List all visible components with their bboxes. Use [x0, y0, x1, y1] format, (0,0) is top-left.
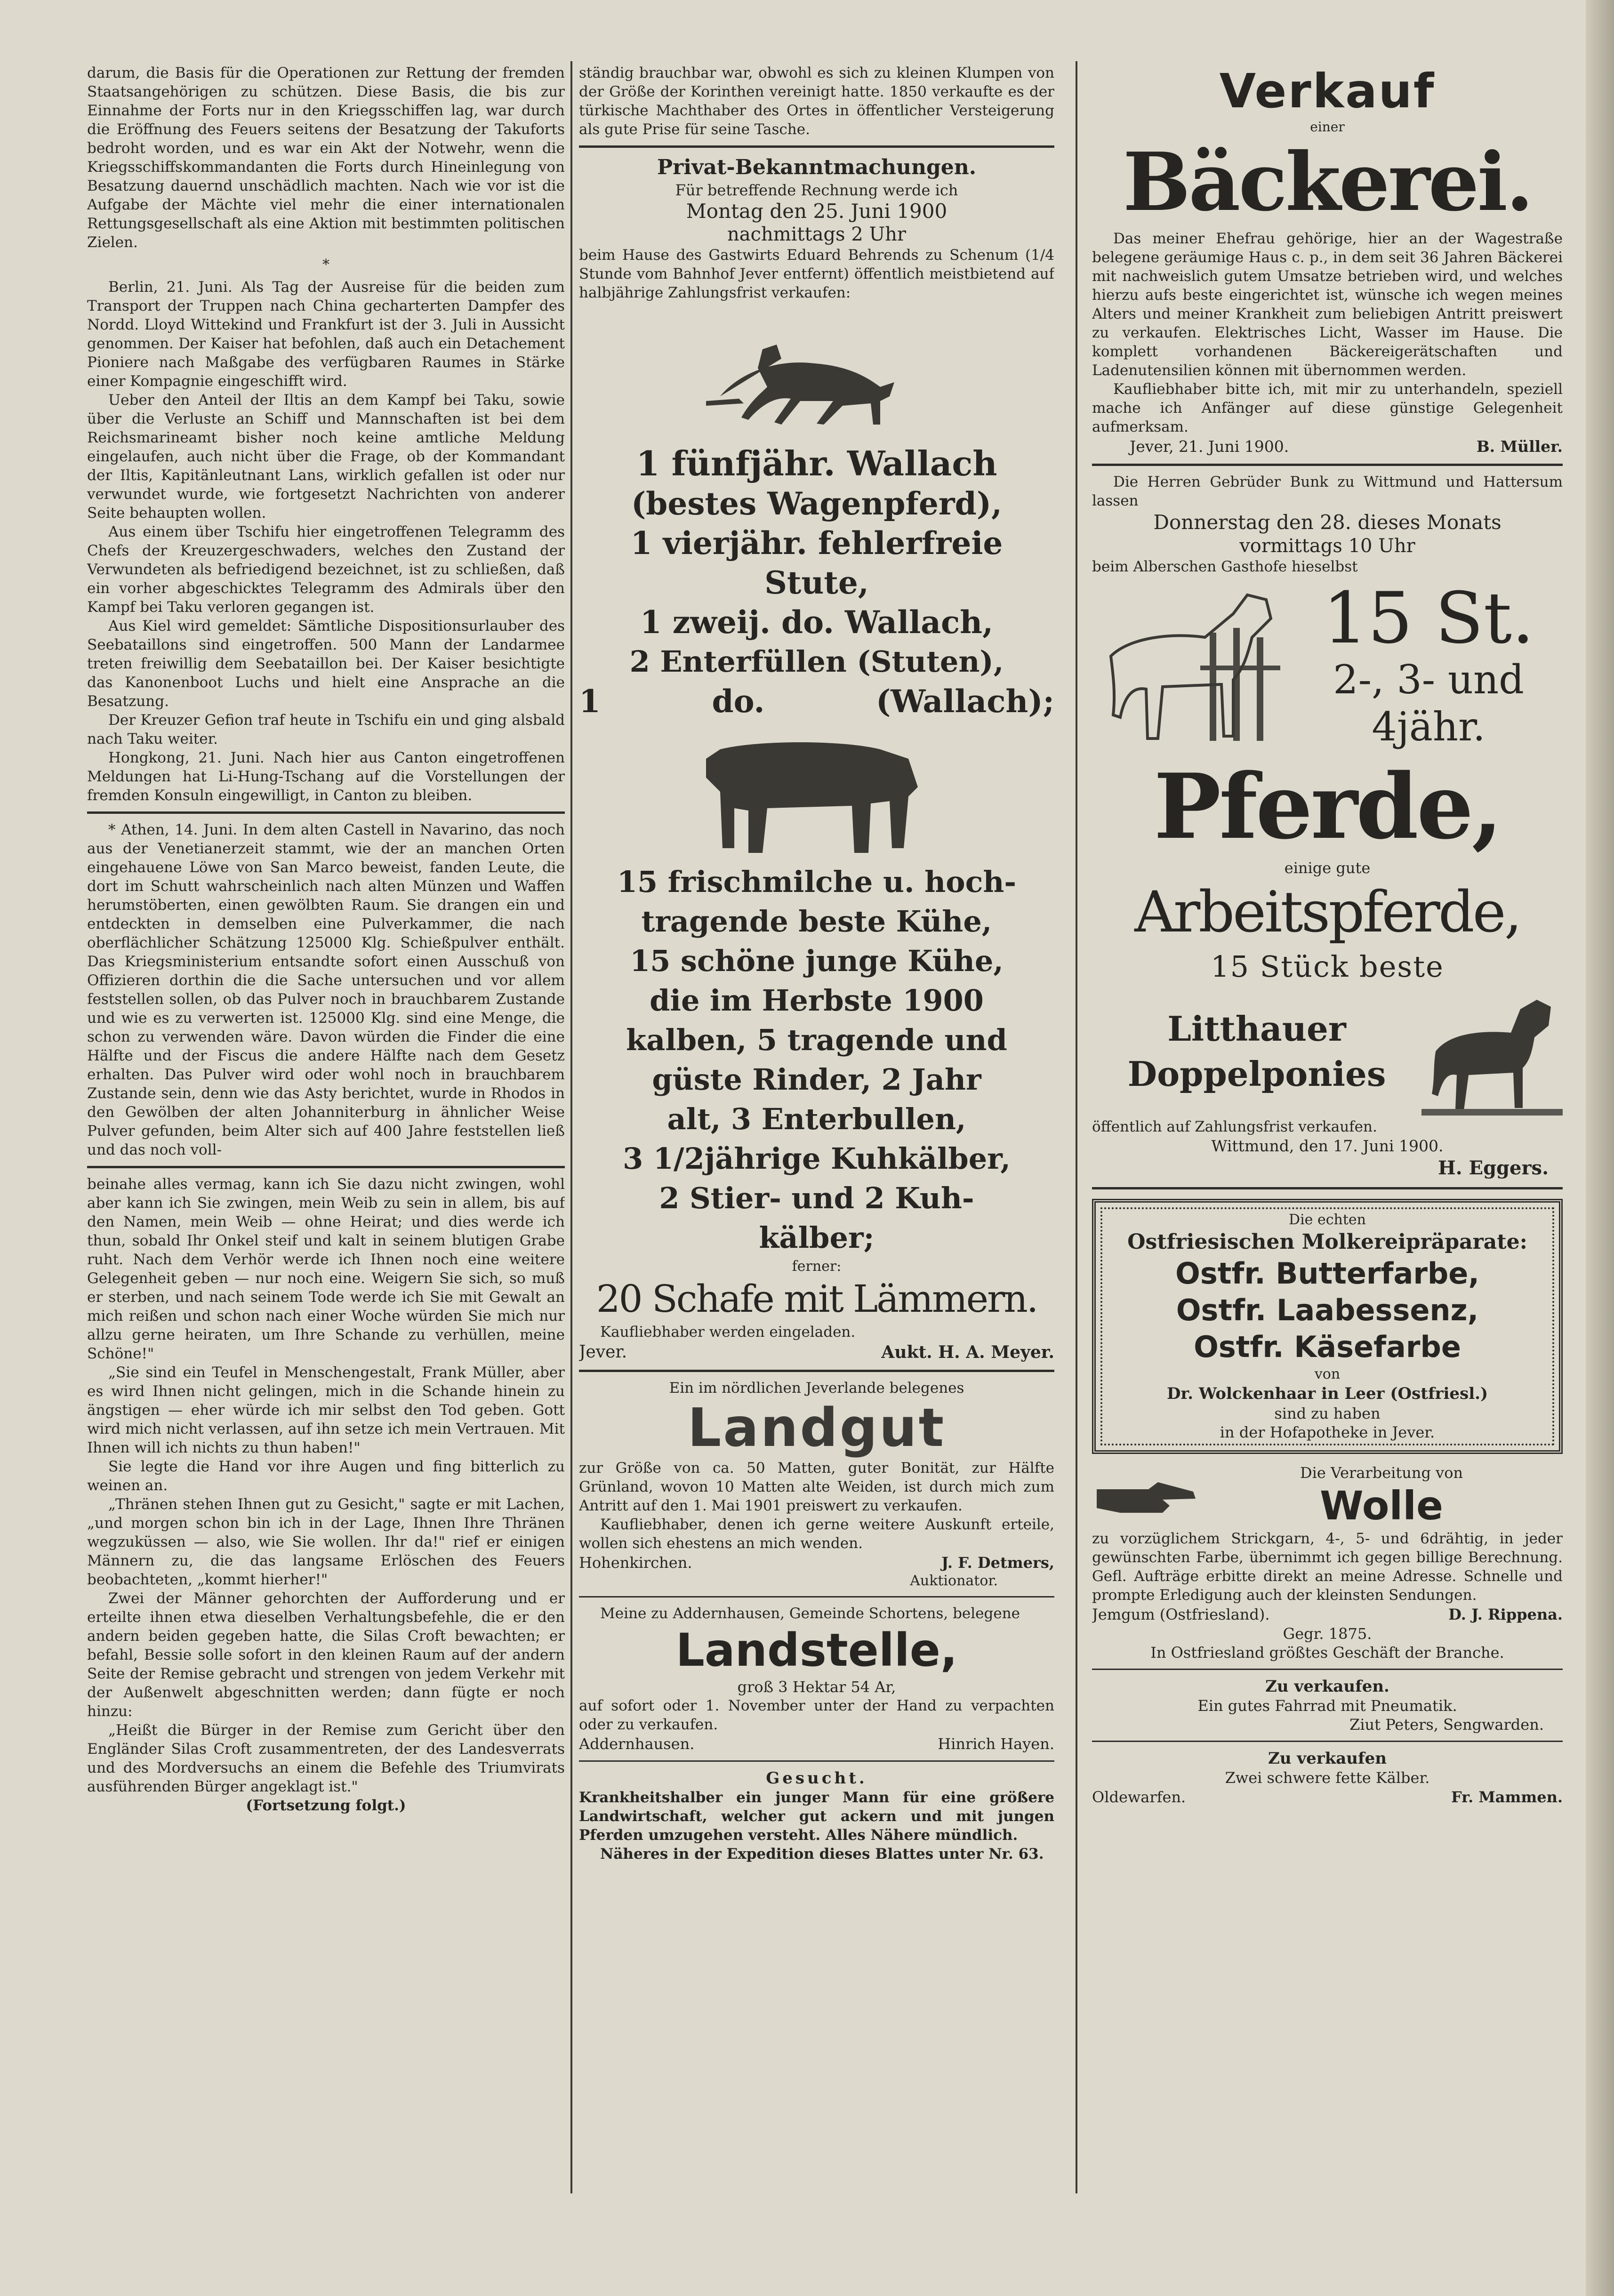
landstelle-ad: [579, 1604, 1054, 1754]
story-paragraph: „Sie sind ein Teufel in Menschengestalt, Frank Müller, aber es wird Ihnen nicht gelingen, mich in die Schande hinein zu ängstigen — eher würde ich mir selbst den Tod geben. Gott wird mich nicht verlassen, auf ihn setze ich mein Vertrauen. Mit Ihnen will ich nichts zu thun haben!": [87, 1364, 565, 1456]
count-line: 2-, 3- und: [1333, 657, 1524, 703]
ad-line: Ostfriesischen Molkereipräparate:: [1127, 1230, 1527, 1254]
lot-line: tragende beste Kühe,: [641, 904, 992, 939]
dairy-products-ad: [1092, 1199, 1563, 1454]
ad-place: Ziut Peters, Sengwarden.: [1349, 1716, 1544, 1734]
ad-body: zur Größe von ca. 50 Matten, guter Bonität, zur Hälfte Grünland, wovon 10 Matten alte Weiden, ist durch mich zum Antritt auf den 1. Mai 1901 preiswert zu verkaufen.: [579, 1460, 1054, 1514]
ad-body: Näheres in der Expedition dieses Blattes unter Nr. 63.: [600, 1846, 1044, 1862]
ad-line: einer: [1310, 119, 1345, 135]
continuation-note: (Fortsetzung folgt.): [246, 1797, 406, 1814]
news-paragraph: * Athen, 14. Juni. In dem alten Castell in Navarino, das noch aus der Venetianerzeit stammt, wie der an manchen Orten eingehauene Löwe von San Marco beweist, fanden Leute, die dort im Schutt wahrscheinlich nach alten Münzen und Waffen herumstöberten, einen gewölbten Raum. Sie drangen ein und entdeckten in demselben eine Pulverkammer, die nach oberflächlicher Schätzung 125000 Klg. Schießpulver enthält. Das Kriegsministerium entsandte sofort einen Ausschuß von Offizieren dorthin die die Sache untersuchen und vor allem feststellen sollen, ob das Pulver noch in brauchbarem Zustande und wie es zu verwerten ist. 125000 Klg. sind eine Menge, die schon zu verwenden wäre. Davon würden die Finder die eine Hälfte und der Fiscus die andere Hälfte nach dem Gesetz erhalten. Das Pulver wird oder wohl noch in brauchbarem Zustande sein, denn wie das Asty berichtet, wurde in Rhodos in den Gewölben der alten Johanniterburg in ähnlicher Weise Pulver gefunden, beim Alter sich auf 400 Jahre feststellen ließ und das noch voll-: [87, 821, 565, 1158]
pony-illustration: [1421, 986, 1563, 1117]
ad-signature: D. J. Rippena.: [1448, 1606, 1563, 1623]
product-line: Ostfr. Butterfarbe,: [1175, 1256, 1479, 1291]
ad-signature: B. Müller.: [1476, 437, 1563, 456]
ad-body: zu vorzüglichem Strickgarn, 4-, 5- und 6drähtig, in jeder gewünschten Farbe, übernimmt ich gegen billige Berechnung. Gefl. Aufträge erbitte direkt an meine Adresse. Schnelle und prompte Erledigung auch der kleinsten Sendungen.: [1092, 1530, 1563, 1604]
ad-signature-row: [579, 1341, 1054, 1363]
ad-body: Zwei schwere fette Kälber.: [1225, 1769, 1430, 1787]
horse-auction-ad: [1092, 473, 1563, 1180]
lot-line: 2 Enterfüllen (Stuten),: [629, 644, 1004, 679]
ad-signature-row: [1092, 436, 1563, 457]
ad-time: nachmittags 2 Uhr: [727, 224, 907, 245]
calves-ad: [1092, 1749, 1563, 1807]
story-paragraph: Zwei der Männer gehorchten der Aufforderung und er erteilte ihnen etwa dieselben Verhaltungsbefehle, die er den andern beiden gegeben hatte, die Silas Croft bewachten; er befahl, Bessie solle sofort in den kleinen Raum auf der andern Seite der Remise gebracht und strengen von jedem Verkehr mit der Außenwelt abgeschnitten werden; dann fügte er noch hinzu:: [87, 1590, 565, 1720]
ad-place: Hohenkirchen.: [579, 1554, 692, 1572]
ad-signature: J. F. Detmers,: [941, 1554, 1054, 1572]
ad-line: Meine zu Addernhausen, Gemeinde Schortens, belegene: [600, 1605, 1020, 1622]
story-paragraph: „Heißt die Bürger in der Remise zum Gericht über den Engländer Silas Croft zusammentreten, der des Landesverrats und des Mordversuchs an einem die Befehle des Triumvirats ausführenden Bürger angeklagt ist.": [87, 1722, 565, 1795]
ad-date: Donnerstag den 28. dieses Monats: [1153, 511, 1502, 534]
separator-star: *: [322, 257, 329, 273]
divider: [1092, 1741, 1563, 1742]
bicycle-ad: [1092, 1677, 1563, 1734]
ad-line: Ein im nördlichen Jeverlande belegenes: [669, 1380, 964, 1397]
ad-title: Wolle: [1320, 1483, 1443, 1529]
news-paragraph: ständig brauchbar war, obwohl es sich zu kleinen Klumpen von der Größe der Korinthen vereinigt hatte. 1850 verkaufte es der türkische Machthaber des Ortes in öffentlicher Versteigerung als gute Prise für seine Tasche.: [579, 64, 1054, 138]
column-rule: [1076, 61, 1077, 2193]
ad-signature: Hinrich Hayen.: [938, 1735, 1054, 1753]
ad-title: Landgut: [687, 1397, 946, 1459]
ad-line: Die Herren Gebrüder Bunk zu Wittmund und Hattersum lassen: [1092, 474, 1563, 509]
news-paragraph: Der Kreuzer Gefion traf heute in Tschifu ein und ging alsbald nach Taku weiter.: [87, 712, 565, 747]
lot-line: 1 fünfjähr. Wallach: [636, 443, 997, 483]
ad-title: Zu verkaufen: [1268, 1749, 1387, 1768]
ads-column: [1092, 64, 1563, 2191]
lot-count: 1: [579, 683, 601, 720]
ad-signature: H. Eggers.: [1437, 1157, 1549, 1179]
lot-line: die im Herbste 1900: [650, 983, 984, 1018]
ad-line: Gegr. 1875.: [1283, 1625, 1372, 1643]
ad-signature-row: [579, 1734, 1054, 1754]
lot-line: Stute,: [764, 564, 869, 601]
news-paragraph: Aus einem über Tschifu hier eingetroffenen Telegramm des Chefs der Kreuzergeschwaders, welches den Zustand der Verwundeten als befriedigend bezeichnet, ist zu schließen, daß ein vorher abgeschicktes Telegramm des Admirals über den Kampf bei Taku verloren gegangen ist.: [87, 523, 565, 616]
ad-line: in der Hofapotheke in Jever.: [1220, 1423, 1435, 1441]
horse-illustration: [579, 302, 1054, 443]
lot-line: güste Rinder, 2 Jahr: [652, 1062, 981, 1097]
ad-place: Oldewarfen.: [1092, 1788, 1186, 1806]
lot-line: 1 vierjähr. fehlerfreie: [630, 525, 1003, 562]
lot-line: 20 Schafe mit Lämmern.: [596, 1277, 1037, 1321]
auction-ad: [579, 154, 1054, 1363]
news-paragraph: Berlin, 21. Juni. Als Tag der Ausreise für die beiden zum Transport der Truppen nach China gecharterten Dampfer des Nordd. Lloyd Wittekind und Frankfurt ist der 3. Juli in Aussicht genommen. Der Kaiser hat befohlen, daß auch ein Detachement Pioniere nach Maßgabe des verfügbaren Raumes in Stärke einer Kompagnie eingeschifft wird.: [87, 279, 565, 390]
news-column: [87, 64, 565, 2191]
ad-line: einige gute: [1284, 859, 1371, 877]
ad-signature-title: Auktionator.: [910, 1573, 998, 1589]
lot-line: 1 zweij. do. Wallach,: [640, 604, 994, 641]
ads-column: [579, 64, 1054, 2191]
lot-line: (bestes Wagenpferd),: [631, 485, 1003, 522]
product-line: Ostfr. Käsefarbe: [1194, 1330, 1461, 1364]
news-paragraph: darum, die Basis für die Operationen zur Rettung der fremden Staatsangehörigen zu schützen. Diese Basis, die bis zur Einnahme der Forts nur in den Kriegsschiffen lag, war durch die Eröffnung des Feuers seitens der Besatzung der Takuforts bedroht worden, und es war ein Akt der Notwehr, wenn die Kriegsschiffskommandanten die Forts durch Hineinlegung von Besatzung dauernd unschädlich machten. Nach wie vor ist die Aufgabe der Mächte viel mehr die einer internationalen Rettungsgesellschaft als eine Aktion mit bestimmten politischen Zielen.: [87, 64, 565, 251]
pony-block: [1092, 986, 1563, 1117]
ad-line: In Ostfriesland größtes Geschäft der Branche.: [1150, 1644, 1504, 1662]
ad-body: Kaufliebhaber, denen ich gerne weitere Auskunft erteile, wollen sich ehestens an mich wenden.: [579, 1516, 1054, 1552]
horse-count: [1294, 578, 1563, 750]
ad-title: Zu verkaufen.: [1265, 1677, 1389, 1696]
ad-title: Verkauf: [1219, 64, 1436, 119]
ad-line: ferner:: [792, 1258, 842, 1275]
wool-header: [1092, 1463, 1563, 1529]
ad-line: groß 3 Hektar 54 Ar,: [737, 1678, 896, 1696]
divider: [87, 811, 565, 814]
ad-body: Krankheitshalber ein junger Mann für eine größere Landwirtschaft, welcher gut ackern und mit jungen Pferden umzugehen versteht. Alles Nähere mündlich.: [579, 1789, 1054, 1844]
ad-line: Litthauer: [1167, 1009, 1346, 1049]
ad-body: auf sofort oder 1. November unter der Hand zu verpachten oder zu verkaufen.: [579, 1697, 1054, 1733]
ad-body: Ein gutes Fahrrad mit Pneumatik.: [1197, 1697, 1457, 1715]
lot-line: kalben, 5 tragende und: [626, 1023, 1007, 1057]
news-paragraph: Aus Kiel wird gemeldet: Sämtliche Dispositionsurlauber des Seebataillons sind eingetroffen. 500 Mann der Landarmee treten freiwillig dem Seebataillon bei. Der Kaiser besichtigte das Kanonenboot Luchs und hielt eine Ansprache an die Besatzung.: [87, 618, 565, 710]
lot-type: (Wallach);: [875, 683, 1054, 720]
lot-line: [579, 682, 1054, 721]
pointing-hand-icon: [1092, 1470, 1200, 1522]
story-paragraph: Sie legte die Hand vor ihre Augen und fing bitterlich zu weinen an.: [87, 1458, 565, 1494]
lot-line: 3 1/2jährige Kuhkälber,: [623, 1141, 1011, 1176]
horse-count-block: [1092, 576, 1563, 755]
product-line: Ostfr. Laabessenz,: [1176, 1293, 1479, 1327]
ad-headline: Bäckerei.: [1123, 135, 1532, 229]
cow-illustration: [579, 721, 1054, 862]
bakery-ad: [1092, 64, 1563, 457]
ad-line: öffentlich auf Zahlungsfrist verkaufen.: [1092, 1118, 1377, 1135]
ad-line: 15 Stück beste: [1211, 949, 1444, 984]
wool-title-block: [1200, 1463, 1563, 1529]
page-edge: [1586, 0, 1614, 2296]
news-paragraph: Ueber den Anteil der Iltis an dem Kampf bei Taku, sowie über die Verluste an Schiff und Mannschaften ist bei dem Reichsmarineamt bisher noch keine amtliche Meldung eingelaufen, auch nicht über die Frage, ob der Kommandant der Iltis, Kapitänleutnant Lans, wirklich gefallen ist oder nur verwundet wurde, wie fortgesetzt Nachrichten von anderer Seite behaupten wollen.: [87, 392, 565, 522]
divider: [1092, 464, 1563, 466]
ad-line: sind zu haben: [1274, 1405, 1381, 1422]
ad-line: beim Alberschen Gasthofe hieselbst: [1092, 558, 1358, 575]
lot-line: alt, 3 Enterbullen,: [667, 1102, 966, 1136]
ad-line: Für betreffende Rechnung werde ich: [675, 181, 958, 199]
ad-line: beim Hause des Gastwirts Eduard Behrends zu Schenum (1/4 Stunde vom Bahnhof Jever entfernt) öffentlich meistbietend auf halbjährige Zahlungsfrist verkaufen:: [579, 247, 1054, 301]
ad-line: Kaufliebhaber werden eingeladen.: [600, 1324, 856, 1341]
divider: [1092, 1669, 1563, 1670]
lot-line: 15 frischmilche u. hoch-: [617, 865, 1017, 899]
news-paragraph: Hongkong, 21. Juni. Nach hier aus Canton eingetroffenen Meldungen hat Li-Hung-Tschang auf die Vorstellungen der fremden Konsuln eingewilligt, in Canton zu bleiben.: [87, 749, 565, 804]
wool-ad: [1092, 1463, 1563, 1662]
ad-body: Kaufliebhaber bitte ich, mit mir zu unterhandeln, speziell mache ich Anfänger auf diese günstige Gelegenheit aufmerksam.: [1092, 381, 1563, 435]
lot-line: 2 Stier- und 2 Kuh-: [659, 1181, 974, 1215]
landgut-ad: [579, 1379, 1054, 1590]
ad-title: Gesucht.: [766, 1769, 867, 1788]
lot-ditto: do.: [712, 683, 765, 720]
ad-line: Die Verarbeitung von: [1300, 1464, 1463, 1482]
section-heading: Privat-Bekanntmachungen.: [657, 155, 977, 179]
column-rule: [570, 61, 572, 2193]
ad-place: Jever, 21. Juni 1900.: [1130, 437, 1289, 456]
ad-signature: Fr. Mammen.: [1451, 1788, 1563, 1806]
ad-place: Addernhausen.: [579, 1735, 695, 1753]
ad-body: Das meiner Ehefrau gehörige, hier an der Wagestraße belegene geräumige Haus c. p., in dem seit 36 Jahren Bäckerei mit nachweislich gutem Umsatze betrieben wird, und welches hierzu aufs beste eingerichtet ist, wünsche ich wegen meines Alters und meiner Krankheit zum beliebigen Antritt preiswert zu verkaufen. Elektrisches Licht, Wasser im Hause. Die komplett vorhandenen Bäckereigerätschaften und Ladenutensilien können mit übernommen werden.: [1092, 230, 1563, 379]
ad-signature-row: [1092, 1605, 1563, 1624]
divider: [579, 1760, 1054, 1762]
ad-place: Jemgum (Ostfriesland).: [1092, 1606, 1270, 1623]
divider: [579, 1370, 1054, 1372]
ad-signature-row: [579, 1553, 1054, 1573]
ad-line: Doppelponies: [1127, 1054, 1386, 1094]
lot-line: 15 schöne junge Kühe,: [630, 944, 1004, 978]
ad-title: Landstelle,: [675, 1624, 958, 1677]
lot-line: kälber;: [759, 1220, 875, 1255]
ad-signature: Aukt. H. A. Meyer.: [881, 1342, 1054, 1362]
pony-text: [1092, 1006, 1421, 1097]
ad-date: Montag den 25. Juni 1900: [686, 200, 948, 223]
ad-line: Dr. Wolckenhaar in Leer (Ostfriesl.): [1166, 1384, 1488, 1403]
story-paragraph: „Thränen stehen Ihnen gut zu Gesicht," sagte er mit Lachen, „und morgen schon bin ich in der Lage, Ihnen Ihre Thränen wegzuküssen — also, wie Sie wollen. Ihr da!" rief er einigen Männern zu, die das langsame Erlöschen des Feuers beobachteten, „kommt hierher!": [87, 1496, 565, 1588]
count-line: 15 St.: [1323, 578, 1534, 659]
ad-line: von: [1314, 1366, 1341, 1382]
ad-headline: Arbeitspferde,: [1134, 880, 1520, 945]
divider: [579, 145, 1054, 148]
ad-time: vormittags 10 Uhr: [1239, 535, 1415, 557]
divider: [1092, 1187, 1563, 1189]
ad-signature-row: [1092, 1787, 1563, 1807]
ad-place: Wittmund, den 17. Juni 1900.: [1211, 1137, 1444, 1155]
horse-illustration: [1092, 576, 1294, 755]
ad-place: Jever.: [579, 1342, 627, 1362]
count-line: 4jähr.: [1372, 704, 1486, 750]
wanted-ad: [579, 1768, 1054, 1863]
ad-line: Die echten: [1289, 1212, 1366, 1228]
divider: [579, 1596, 1054, 1598]
divider: [87, 1166, 565, 1168]
story-paragraph: beinahe alles vermag, kann ich Sie dazu nicht zwingen, wohl aber kann ich Sie zwingen, mein Weib zu sein in allem, bis auf den Namen, mein Weib — ohne Heirat; und dies werde ich thun, sobald Ihr Onkel steif und kalt in seinem blutigen Grabe ruht. Nach dem Verhör werde ich Ihnen noch eine weitere Gelegenheit geben — nur noch eine. Weigern Sie sich, so muß er sterben, und nach seinem Tode werde ich Sie mit Gewalt an mich reißen und schon nach einer Woche würden Sie mich nur allzu gerne heiraten, um Ihre Schande zu verhüllen, meine Schöne!": [87, 1176, 565, 1362]
ad-headline: Pferde,: [1154, 754, 1501, 859]
